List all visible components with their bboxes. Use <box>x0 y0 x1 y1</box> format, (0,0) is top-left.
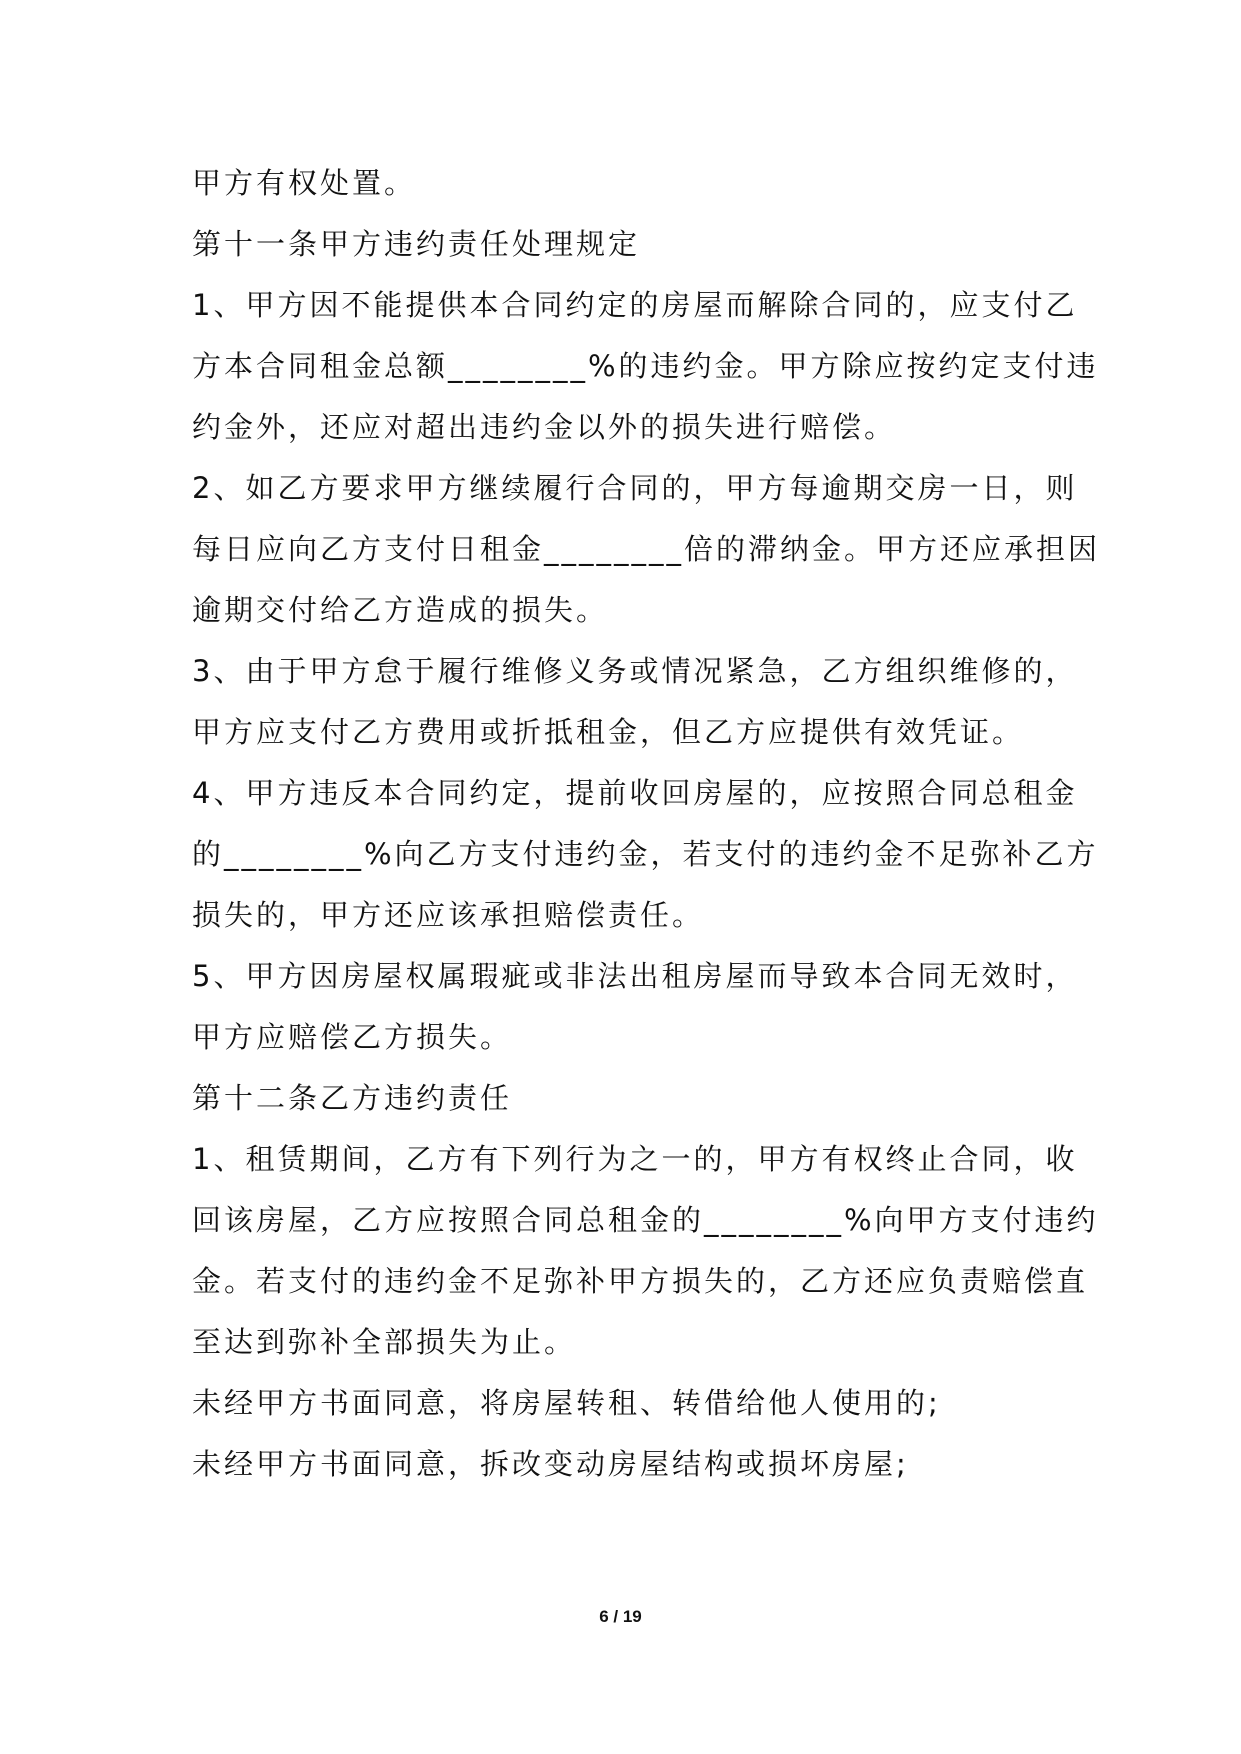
text-line: 方本合同租金总额________%的违约金。甲方除应按约定支付违 <box>192 349 1099 383</box>
text-line: 甲方应赔偿乙方损失。 <box>192 1020 513 1054</box>
text-line: 4、甲方违反本合同约定，提前收回房屋的，应按照合同总租金 <box>192 776 1078 810</box>
text-line: 未经甲方书面同意，将房屋转租、转借给他人使用的; <box>192 1386 941 1420</box>
body-text <box>192 158 1101 1500</box>
text-line: 甲方应支付乙方费用或折抵租金，但乙方应提供有效凭证。 <box>192 715 1025 749</box>
text-line: 逾期交付给乙方造成的损失。 <box>192 593 609 627</box>
text-line: 至达到弥补全部损失为止。 <box>192 1325 577 1359</box>
text-line: 损失的，甲方还应该承担赔偿责任。 <box>192 898 705 932</box>
text-line: 金。若支付的违约金不足弥补甲方损失的，乙方还应负责赔偿直 <box>192 1264 1089 1298</box>
text-line: 5、甲方因房屋权属瑕疵或非法出租房屋而导致本合同无效时， <box>192 959 1078 993</box>
text-line: 每日应向乙方支付日租金________倍的滞纳金。甲方还应承担因 <box>192 532 1101 566</box>
text-line: 甲方有权处置。 <box>192 166 417 200</box>
text-line: 未经甲方书面同意，拆改变动房屋结构或损坏房屋; <box>192 1447 909 1481</box>
text-line: 的________%向乙方支付违约金，若支付的违约金不足弥补乙方 <box>192 837 1099 871</box>
text-line: 1、租赁期间，乙方有下列行为之一的，甲方有权终止合同，收 <box>192 1142 1078 1176</box>
text-line: 约金外，还应对超出违约金以外的损失进行赔偿。 <box>192 410 897 444</box>
text-line: 3、由于甲方怠于履行维修义务或情况紧急，乙方组织维修的， <box>192 654 1078 688</box>
section-heading: 第十一条甲方违约责任处理规定 <box>192 227 641 261</box>
page-number: 6 / 19 <box>599 1607 642 1626</box>
section-heading: 第十二条乙方违约责任 <box>192 1081 513 1115</box>
text-line: 2、如乙方要求甲方继续履行合同的，甲方每逾期交房一日，则 <box>192 471 1078 505</box>
text-line: 1、甲方因不能提供本合同约定的房屋而解除合同的，应支付乙 <box>192 288 1078 322</box>
text-line: 回该房屋，乙方应按照合同总租金的________%向甲方支付违约 <box>192 1203 1099 1237</box>
